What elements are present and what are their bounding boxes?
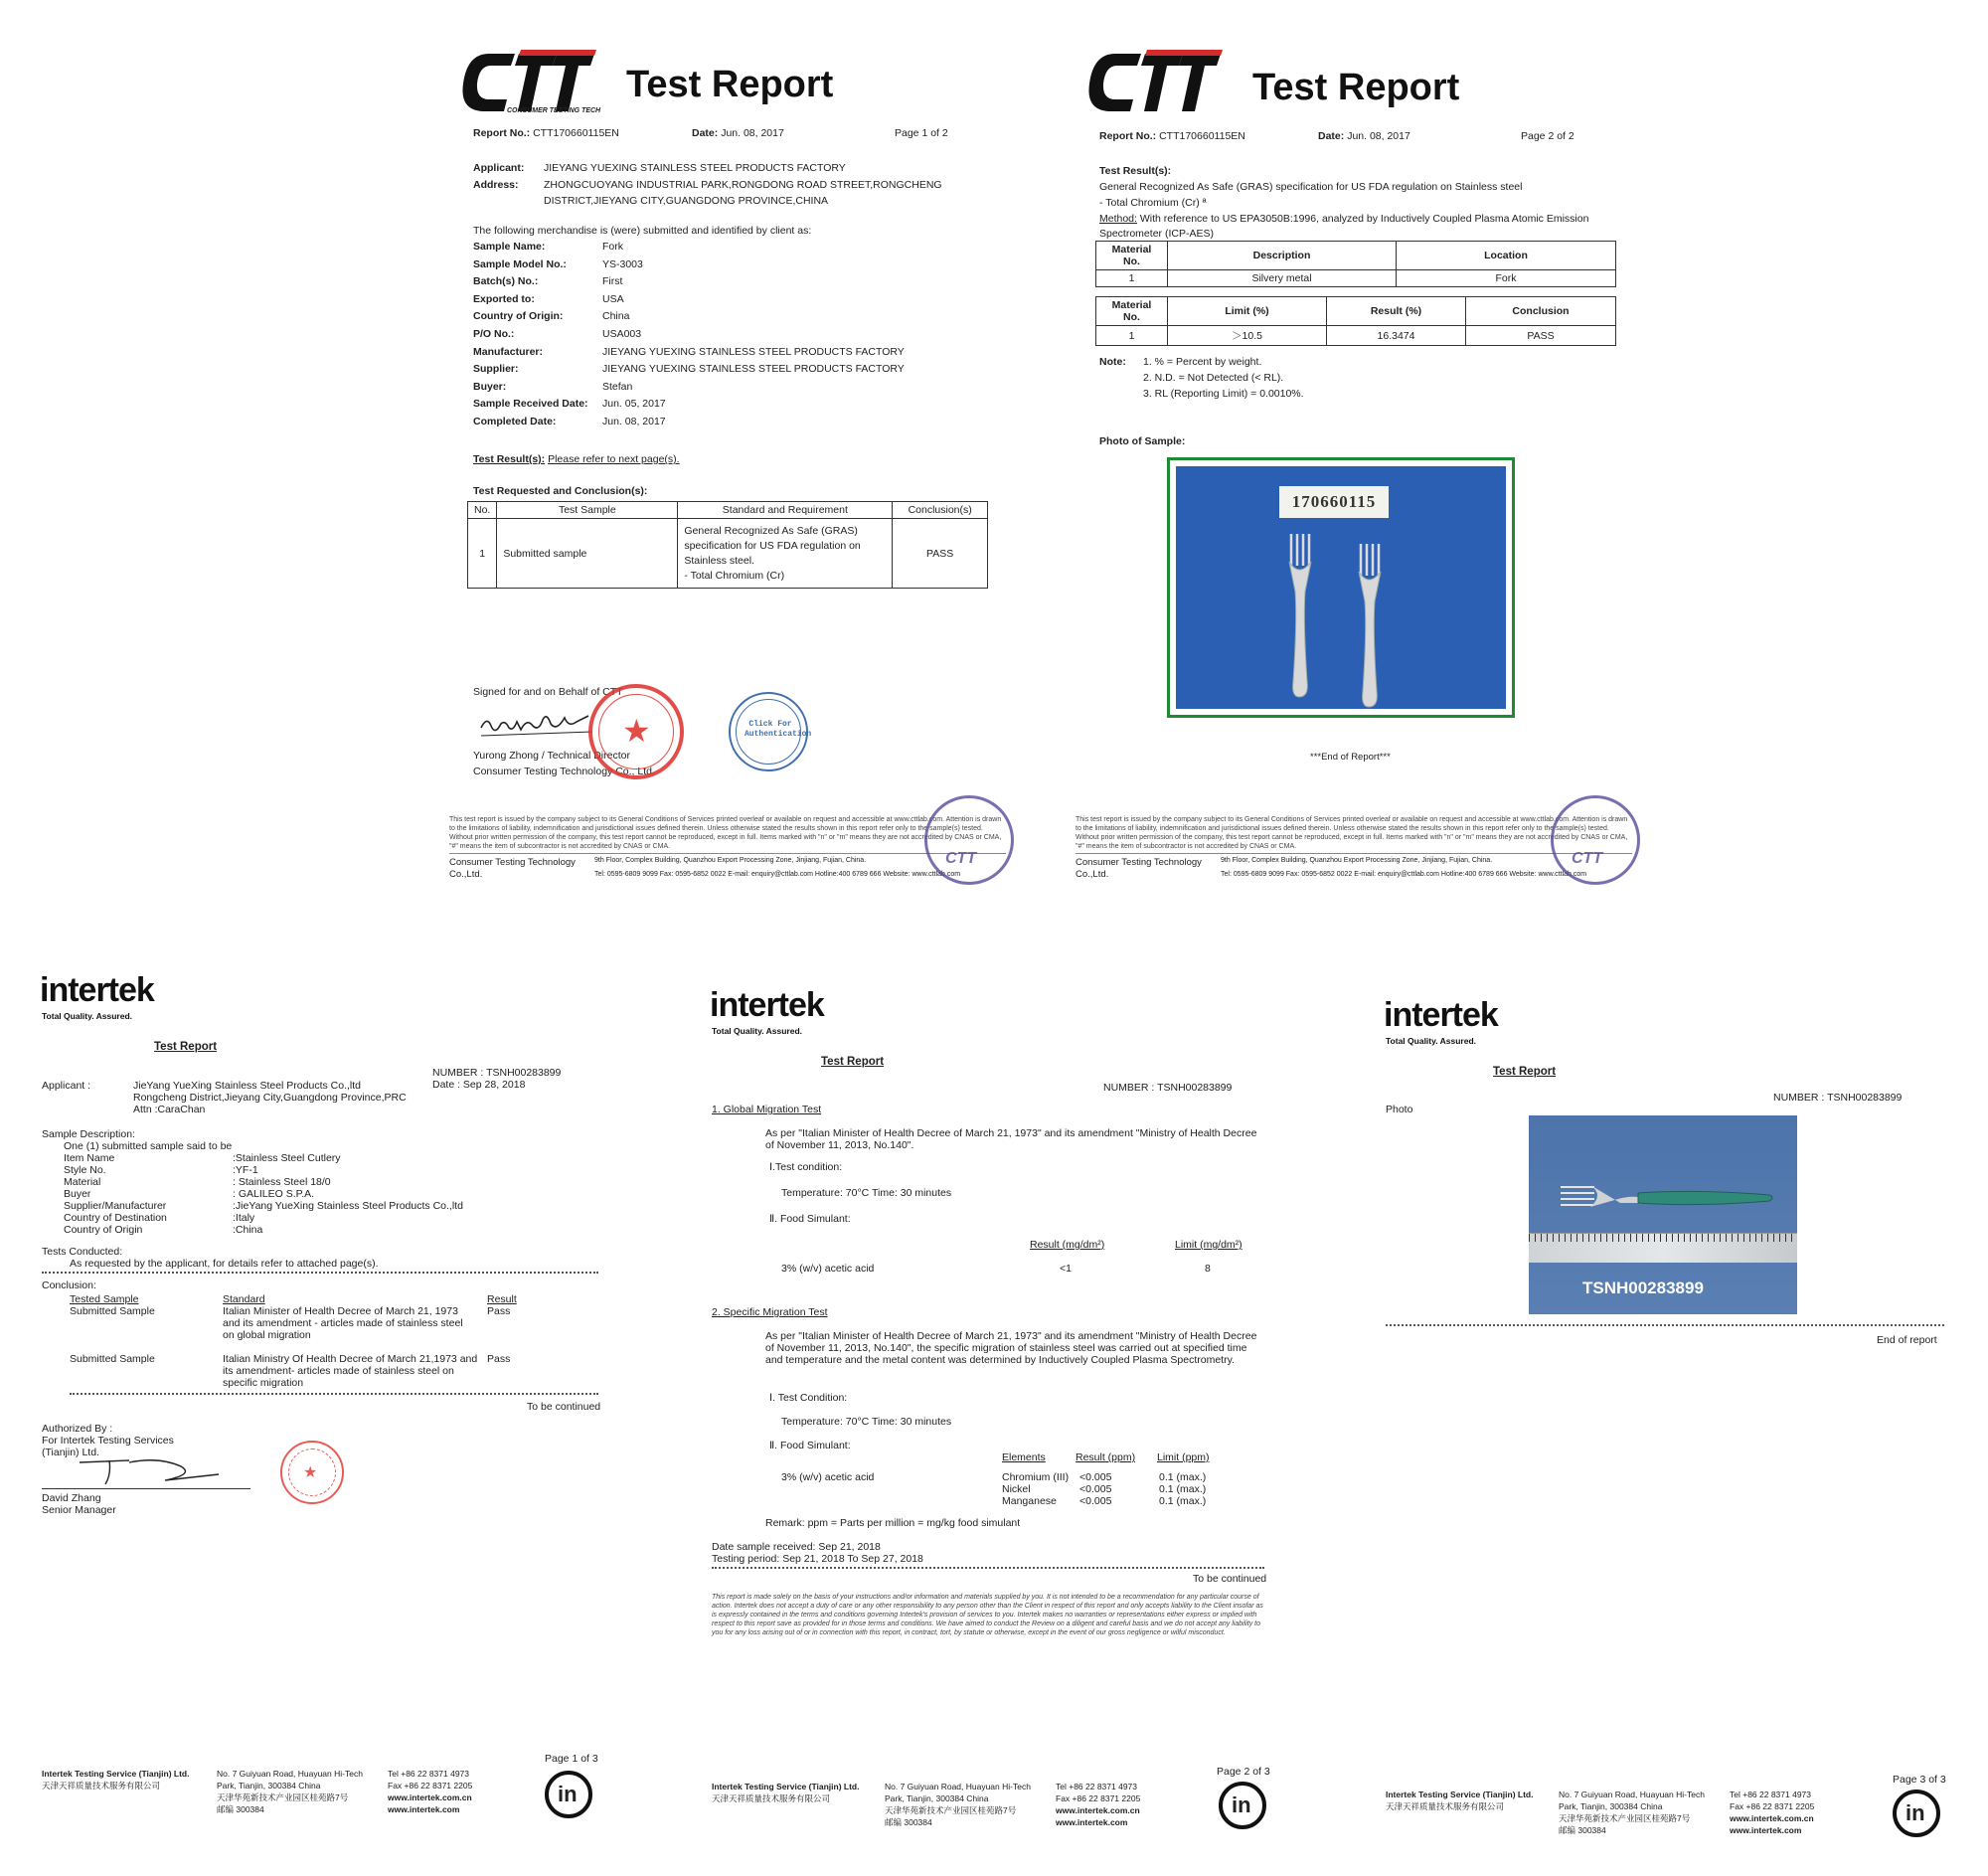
authorized-city: (Tianjin) Ltd. xyxy=(42,1447,99,1458)
row2-sample: Submitted Sample xyxy=(70,1353,155,1365)
report-number: NUMBER : TSNH00283899 xyxy=(1103,1082,1233,1094)
footer-company: Intertek Testing Service (Tianjin) Ltd. xyxy=(42,1769,190,1779)
ruler xyxy=(1529,1233,1797,1263)
item-label: Country of Destination xyxy=(64,1212,167,1224)
item-label: Supplier/Manufacturer xyxy=(64,1200,167,1212)
footer-website-cn: www.intertek.com.cn xyxy=(1730,1813,1814,1823)
result-table: Material No. Limit (%) Result (%) Conclusion 1 ＞10.5 16.3474 PASS xyxy=(1095,296,1616,346)
row1-result: Pass xyxy=(487,1305,511,1317)
footer-company-cn: 天津天祥质量技术服务有限公司 xyxy=(1386,1801,1505,1811)
section-1-simulant: Ⅱ. Food Simulant: xyxy=(769,1213,851,1225)
migration-el: Chromium (III) xyxy=(1002,1471,1070,1483)
signer-name: David Zhang xyxy=(42,1492,101,1504)
item-label: Item Name xyxy=(64,1152,115,1164)
divider xyxy=(42,1272,598,1274)
footer-company: Intertek Testing Service (Tianjin) Ltd. xyxy=(1386,1790,1534,1799)
report-no-line: Report No.: CTT170660115EN xyxy=(1099,130,1245,142)
date-received: Date sample received: Sep 21, 2018 xyxy=(712,1541,881,1553)
col-limit: Limit (%) xyxy=(1168,297,1327,326)
intertek-report-page-3 xyxy=(1362,974,1968,1869)
simulant-name: 3% (w/v) acetic acid xyxy=(781,1263,875,1275)
field-value: China xyxy=(602,310,630,323)
item-line: - Total Chromium (Cr) ª xyxy=(1099,197,1207,209)
row2-standard-1: Italian Ministry Of Health Decree of March 21,1973 and xyxy=(223,1353,478,1365)
tests-conducted-text: As requested by the applicant, for details refer to attached page(s). xyxy=(70,1258,379,1270)
col-test-sample: Test Sample xyxy=(497,502,678,519)
col-result: Result (%) xyxy=(1327,297,1466,326)
authorized-by: Authorized By : xyxy=(42,1423,113,1435)
footer-website: www.intertek.com xyxy=(388,1804,460,1814)
row1-standard-1: Italian Minister of Health Decree of March 21, 1973 xyxy=(223,1305,458,1317)
sample-fields xyxy=(473,241,1010,439)
migration-res: <0.005 xyxy=(1079,1471,1112,1483)
col-result: Result (mg/dm²) xyxy=(1030,1239,1105,1251)
section-1-para-2: of November 11, 2013, No.140". xyxy=(765,1139,914,1151)
section-1-para-1: As per "Italian Minister of Health Decree of March 21, 1973" and its amendment "Ministry of Health Decree xyxy=(765,1127,1257,1139)
section-2-condition: Ⅰ. Test Condition: xyxy=(769,1392,848,1404)
testing-period: Testing period: Sep 21, 2018 To Sep 27, 2018 xyxy=(712,1553,923,1565)
footer-website: www.intertek.com xyxy=(1730,1825,1802,1835)
footer-address-1: No. 7 Guiyuan Road, Huayuan Hi-Tech xyxy=(1559,1790,1705,1799)
footer-address-2: Park, Tianjin, 300384 China xyxy=(217,1781,321,1791)
star-icon: ★ xyxy=(303,1464,318,1481)
applicant-label: Applicant : xyxy=(42,1080,91,1092)
applicant-line-2: Rongcheng District,Jieyang City,Guangdong Province,PRC xyxy=(133,1092,407,1104)
page-title: Test Report xyxy=(154,1041,218,1053)
field-value: Jun. 08, 2017 xyxy=(602,416,666,427)
divider xyxy=(1386,1324,1944,1326)
footer-address-4: 邮编 300384 xyxy=(217,1804,264,1814)
footer-fax: Fax +86 22 8371 2205 xyxy=(388,1781,473,1791)
simulant-name: 3% (w/v) acetic acid xyxy=(781,1471,875,1483)
intertek-logo: intertek xyxy=(710,986,824,1024)
signature-image xyxy=(477,702,596,742)
migration-lim: 0.1 (max.) xyxy=(1159,1471,1207,1483)
row1-standard-2: and its amendment - articles made of stainless steel xyxy=(223,1317,463,1329)
section-2-para-2: of November 11, 2013, No.140", the specific migration of stainless steel was carried out at specified time xyxy=(765,1342,1247,1354)
migration-res: <0.005 xyxy=(1079,1495,1112,1507)
page-title: Test Report xyxy=(821,1056,885,1068)
field-value: USA003 xyxy=(602,328,642,340)
footer-company: Intertek Testing Service (Tianjin) Ltd. xyxy=(712,1782,860,1791)
intertek-in-icon: in xyxy=(1893,1790,1940,1837)
global-limit: 8 xyxy=(1205,1263,1211,1275)
report-number: NUMBER : TSNH00283899 xyxy=(432,1067,562,1079)
footer-address-4: 邮编 300384 xyxy=(1559,1825,1606,1835)
divider xyxy=(712,1567,1264,1569)
report-no-line: Report No.: CTT170660115EN xyxy=(473,127,619,139)
field-value: USA xyxy=(602,292,624,305)
official-seal-stamp xyxy=(588,684,684,779)
sample-photo xyxy=(1167,457,1515,718)
ctt-logo xyxy=(1076,44,1235,123)
date-line: Date: Jun. 08, 2017 xyxy=(1318,130,1410,142)
row2-standard-2: its amendment- articles made of stainless steel on xyxy=(223,1365,454,1377)
field-label: Buyer: xyxy=(473,380,507,393)
address-line-2: DISTRICT,JIEYANG CITY,GUANGDONG PROVINCE,CHINA xyxy=(544,195,829,207)
footer-fax: Fax +86 22 8371 2205 xyxy=(1056,1793,1141,1803)
footer-website-cn: www.intertek.com.cn xyxy=(1056,1805,1140,1815)
migration-el: Nickel xyxy=(1002,1483,1031,1495)
star-icon: ★ xyxy=(622,713,651,749)
field-value: YS-3003 xyxy=(602,257,643,270)
fork-icon xyxy=(1351,542,1391,711)
footer-contact: Tel: 0595-6809 9099 Fax: 0595-6852 0022 E-mail: enquiry@cttlab.com Hotline:400 6789 666 Website: www.cttlab.com xyxy=(594,871,961,878)
photo-sample-tag: 170660115 xyxy=(1279,486,1389,518)
intertek-tagline: Total Quality. Assured. xyxy=(1386,1036,1476,1046)
signer-title: Senior Manager xyxy=(42,1504,116,1516)
col-location: Location xyxy=(1397,242,1616,270)
field-value: First xyxy=(602,275,623,288)
applicant-line-3: Attn :CaraChan xyxy=(133,1104,206,1115)
sample-intro: One (1) submitted sample said to be xyxy=(64,1140,233,1152)
sample-photo xyxy=(1529,1115,1797,1314)
field-label: Sample Model No.: xyxy=(473,257,567,270)
col-limit: Limit (mg/dm²) xyxy=(1175,1239,1242,1251)
page-number: Page 2 of 2 xyxy=(1521,130,1574,142)
intertek-logo: intertek xyxy=(40,971,154,1009)
authorized-for: For Intertek Testing Services xyxy=(42,1435,174,1447)
item-value: :JieYang YueXing Stainless Steel Products Co.,ltd xyxy=(233,1200,463,1212)
signer-name: Yurong Zhong / Technical Director xyxy=(473,750,630,762)
row1-sample: Submitted Sample xyxy=(70,1305,155,1317)
row2-result: Pass xyxy=(487,1353,511,1365)
ctt-report-page-1 xyxy=(427,20,1034,895)
section-2-temperature: Temperature: 70°C Time: 30 minutes xyxy=(781,1416,952,1428)
col-material-no: Material No. xyxy=(1096,242,1168,270)
ctt-logo-tagline: CONSUMER TESTING TECH xyxy=(507,107,601,114)
row1-standard-3: on global migration xyxy=(223,1329,311,1341)
item-value: :Stainless Steel Cutlery xyxy=(233,1152,341,1164)
col-no: No. xyxy=(468,502,497,519)
field-value: Fork xyxy=(602,241,623,253)
footer-contact: Tel: 0595-6809 9099 Fax: 0595-6852 0022 E-mail: enquiry@cttlab.com Hotline:400 6789 666 Website: www.cttlab.com xyxy=(1221,871,1587,878)
row-standard: General Recognized As Safe (GRAS) specification for US FDA regulation on Stainless steel. - Total Chromium (Cr) xyxy=(678,519,893,589)
page-number: Page 3 of 3 xyxy=(1893,1774,1946,1786)
section-1-temperature: Temperature: 70°C Time: 30 minutes xyxy=(781,1187,952,1199)
ctt-accreditation-seal: CTT xyxy=(1551,795,1640,885)
end-of-report: ***End of Report*** xyxy=(1310,752,1391,763)
conclusion-heading: Test Requested and Conclusion(s): xyxy=(473,485,648,497)
page-title: Test Report xyxy=(1493,1066,1557,1078)
photo-sample-tag: TSNH00283899 xyxy=(1582,1279,1704,1297)
applicant-label: Applicant: xyxy=(473,162,525,174)
col-elements: Elements xyxy=(1002,1451,1046,1463)
col-result: Result xyxy=(487,1293,517,1305)
footer-tel: Tel +86 22 8371 4973 xyxy=(388,1769,470,1779)
footer-website-cn: www.intertek.com.cn xyxy=(388,1792,472,1802)
signed-text: Signed for and on Behalf of CTT xyxy=(473,686,623,698)
intertek-tagline: Total Quality. Assured. xyxy=(712,1026,802,1036)
date-line: Date: Jun. 08, 2017 xyxy=(692,127,784,139)
col-standard: Standard xyxy=(223,1293,265,1305)
photo-label: Photo xyxy=(1386,1104,1413,1115)
authentication-stamp[interactable] xyxy=(729,692,812,771)
authentication-stamp-label: Click For Authentication xyxy=(745,720,812,739)
item-value: :Italy xyxy=(233,1212,255,1224)
footer-address-3: 天津华苑新技术产业园区桂苑路7号 xyxy=(885,1805,1017,1815)
footer-website: www.intertek.com xyxy=(1056,1817,1128,1827)
intertek-seal-stamp xyxy=(280,1441,344,1504)
item-label: Country of Origin xyxy=(64,1224,143,1236)
col-material-no: Material No. xyxy=(1096,297,1168,326)
intertek-report-page-2 xyxy=(686,964,1302,1859)
to-be-continued: To be continued xyxy=(1193,1573,1267,1585)
field-label: Country of Origin: xyxy=(473,310,564,323)
row-no: 1 xyxy=(468,519,497,589)
migration-el: Manganese xyxy=(1002,1495,1057,1507)
address-line-1: ZHONGCUOYANG INDUSTRIAL PARK,RONGDONG ROAD STREET,RONGCHENG xyxy=(544,179,942,191)
applicant-value: JIEYANG YUEXING STAINLESS STEEL PRODUCTS FACTORY xyxy=(544,162,846,174)
global-result: <1 xyxy=(1060,1263,1072,1275)
report-number: NUMBER : TSNH00283899 xyxy=(1773,1092,1903,1104)
field-value: Jun. 05, 2017 xyxy=(602,398,666,411)
col-limit-ppm: Limit (ppm) xyxy=(1157,1451,1210,1463)
fork-icon xyxy=(1559,1181,1777,1215)
intertek-in-icon: in xyxy=(545,1771,592,1818)
intro-text: The following merchandise is (were) submitted and identified by client as: xyxy=(473,225,812,237)
page-title: Test Report xyxy=(626,64,834,105)
applicant-line-1: JieYang YueXing Stainless Steel Products Co.,ltd xyxy=(133,1080,362,1092)
item-label: Buyer xyxy=(64,1188,91,1200)
footer-address-1: No. 7 Guiyuan Road, Huayuan Hi-Tech xyxy=(885,1782,1031,1791)
page-number: Page 2 of 3 xyxy=(1217,1766,1270,1778)
section-2-title: 2. Specific Migration Test xyxy=(712,1306,828,1318)
note-2: 2. N.D. = Not Detected (< RL). xyxy=(1143,372,1284,384)
col-standard: Standard and Requirement xyxy=(678,502,893,519)
tests-conducted-label: Tests Conducted: xyxy=(42,1246,123,1258)
signer-company: Consumer Testing Technology Co., Ltd. xyxy=(473,766,655,777)
field-label: Sample Received Date: xyxy=(473,398,588,411)
col-conclusion: Conclusion xyxy=(1466,297,1616,326)
col-tested-sample: Tested Sample xyxy=(70,1293,139,1305)
fork-icon xyxy=(1281,532,1321,701)
footer-company-cn: 天津天祥质量技术服务有限公司 xyxy=(42,1781,161,1791)
footer-address-3: 天津华苑新技术产业园区桂苑路7号 xyxy=(217,1792,349,1802)
sample-description-label: Sample Description: xyxy=(42,1128,135,1140)
divider xyxy=(70,1393,598,1395)
method-line: Method: With reference to US EPA3050B:1996, analyzed by Inductively Coupled Plasma Atomic Emission xyxy=(1099,213,1589,225)
footer-company-cn: 天津天祥质量技术服务有限公司 xyxy=(712,1793,831,1803)
footer-company: Consumer Testing Technology Co.,Ltd. xyxy=(449,857,576,880)
field-label: Supplier: xyxy=(473,363,519,376)
field-label: Exported to: xyxy=(473,292,535,305)
spec-line: General Recognized As Safe (GRAS) specification for US FDA regulation on Stainless steel xyxy=(1099,181,1523,193)
photo-label: Photo of Sample: xyxy=(1099,435,1186,447)
field-label: Sample Name: xyxy=(473,241,546,253)
address-label: Address: xyxy=(473,179,519,191)
footer-address-3: 天津华苑新技术产业园区桂苑路7号 xyxy=(1559,1813,1691,1823)
field-label: Completed Date: xyxy=(473,416,557,427)
sample-items xyxy=(64,1152,580,1242)
footer-company: Consumer Testing Technology Co.,Ltd. xyxy=(1076,857,1202,880)
col-conclusion: Conclusion(s) xyxy=(893,502,988,519)
footer-address-2: Park, Tianjin, 300384 China xyxy=(1559,1801,1663,1811)
migration-lim: 0.1 (max.) xyxy=(1159,1483,1207,1495)
end-of-report: End of report xyxy=(1877,1334,1937,1346)
to-be-continued: To be continued xyxy=(527,1401,601,1413)
field-label: Batch(s) No.: xyxy=(473,275,539,288)
intertek-in-icon: in xyxy=(1219,1782,1266,1829)
ctt-accreditation-seal: CTT xyxy=(924,795,1014,885)
intertek-tagline: Total Quality. Assured. xyxy=(42,1011,132,1021)
footer-address-4: 邮编 300384 xyxy=(885,1817,932,1827)
section-2-para-3: and temperature and the metal content was determined by Inductively Coupled Plasma Spectrometry. xyxy=(765,1354,1235,1366)
footer-address: 9th Floor, Complex Building, Quanzhou Export Processing Zone, Jinjiang, Fujian, China. xyxy=(594,857,867,864)
field-label: P/O No.: xyxy=(473,328,515,340)
disclaimer: This test report is issued by the company subject to its General Conditions of Services printed overleaf or available on request and accessible at www.cttlab.com. Attention is drawn to the limitations of liability, indemnification and jurisdictional issues defined therein. Unless otherwise stated the results shown in this report refer only to the sample(s) tested. Without prior written permission of the company, this test report cannot be reproduced, except in full. Items marked with "n" or "m" means they are not accredited by CNAS or CMA, "#" means the item of subcontractor is not accredited by CNAS or CMA. xyxy=(449,816,1002,850)
field-label: Manufacturer: xyxy=(473,345,544,358)
page-number: Page 1 of 3 xyxy=(545,1753,598,1765)
test-result-line: Test Result(s): Please refer to next page(s). xyxy=(473,453,680,465)
row-conclusion: PASS xyxy=(893,519,988,589)
test-results-label: Test Result(s): xyxy=(1099,165,1172,177)
migration-res: <0.005 xyxy=(1079,1483,1112,1495)
note-3: 3. RL (Reporting Limit) = 0.0010%. xyxy=(1143,388,1304,400)
section-1-condition: Ⅰ.Test condition: xyxy=(769,1161,843,1173)
section-1-title: 1. Global Migration Test xyxy=(712,1104,822,1115)
note-label: Note: xyxy=(1099,356,1126,368)
intertek-logo: intertek xyxy=(1384,996,1498,1034)
conclusion-table xyxy=(467,501,988,589)
section-2-para-1: As per "Italian Minister of Health Decree of March 21, 1973" and its amendment "Ministry of Health Decree xyxy=(765,1330,1257,1342)
item-value: :YF-1 xyxy=(233,1164,258,1176)
report-date: Date : Sep 28, 2018 xyxy=(432,1079,526,1091)
field-value: JIEYANG YUEXING STAINLESS STEEL PRODUCTS FACTORY xyxy=(602,345,905,358)
footer-fax: Fax +86 22 8371 2205 xyxy=(1730,1801,1815,1811)
footer-address-1: No. 7 Guiyuan Road, Huayuan Hi-Tech xyxy=(217,1769,363,1779)
material-table: Material No. Description Location 1 Silvery metal Fork xyxy=(1095,241,1616,287)
item-label: Material xyxy=(64,1176,101,1188)
item-value: :China xyxy=(233,1224,263,1236)
disclaimer: This test report is issued by the company subject to its General Conditions of Services printed overleaf or available on request and accessible at www.cttlab.com. Attention is drawn to the limitations of liability, indemnification and jurisdictional issues defined therein. Unless otherwise stated the results shown in this report refer only to the sample(s) tested. Without prior written permission of the company, this test report cannot be reproduced, except in full. Items marked with "n" or "m" means they are not accredited by CNAS or CMA, "#" means the item of subcontractor is not accredited by CNAS or CMA. xyxy=(1076,816,1628,850)
footer-tel: Tel +86 22 8371 4973 xyxy=(1730,1790,1812,1799)
col-result-ppm: Result (ppm) xyxy=(1076,1451,1136,1463)
page-number: Page 1 of 2 xyxy=(895,127,948,139)
signature-image xyxy=(70,1450,239,1490)
section-2-simulant: Ⅱ. Food Simulant: xyxy=(769,1440,851,1451)
note-1: 1. % = Percent by weight. xyxy=(1143,356,1262,368)
intertek-report-page-1 xyxy=(20,949,646,1844)
col-description: Description xyxy=(1168,242,1397,270)
footer-address-2: Park, Tianjin, 300384 China xyxy=(885,1793,989,1803)
field-value: JIEYANG YUEXING STAINLESS STEEL PRODUCTS FACTORY xyxy=(602,363,905,376)
remark: Remark: ppm = Parts per million = mg/kg food simulant xyxy=(765,1517,1021,1529)
ctt-report-page-2 xyxy=(1054,20,1660,895)
footer-address: 9th Floor, Complex Building, Quanzhou Export Processing Zone, Jinjiang, Fujian, China. xyxy=(1221,857,1493,864)
item-value: : Stainless Steel 18/0 xyxy=(233,1176,331,1188)
row-sample: Submitted sample xyxy=(497,519,678,589)
row2-standard-3: specific migration xyxy=(223,1377,304,1389)
method-line-2: Spectrometer (ICP-AES) xyxy=(1099,228,1214,240)
disclaimer: This report is made solely on the basis of your instructions and/or information and materials supplied by you. It is not intended to be a recommendation for any particular course of action. Intertek does not accept a duty of care or any other responsibility to any person other than the Client in respect of this report and only accepts liability to the Client insofar as is expressly contained in the terms and conditions governing Intertek's provision of services to you. Intertek makes no warranties or representations either express or implied with respect to this report save as provided for in those terms and conditions. We have aimed to conduct the Review on a diligent and careful basis and we do not accept any liability to you for any loss arising out of or in connection with this report, in contract, tort, by statute or otherwise, except in the event of our gross negligence or wilful misconduct. xyxy=(712,1594,1263,1636)
item-label: Style No. xyxy=(64,1164,106,1176)
field-value: Stefan xyxy=(602,380,633,393)
page-title: Test Report xyxy=(1252,67,1460,108)
migration-lim: 0.1 (max.) xyxy=(1159,1495,1207,1507)
footer-tel: Tel +86 22 8371 4973 xyxy=(1056,1782,1138,1791)
item-value: : GALILEO S.P.A. xyxy=(233,1188,315,1200)
migration-rows xyxy=(686,1471,1282,1511)
conclusion-label: Conclusion: xyxy=(42,1279,96,1291)
